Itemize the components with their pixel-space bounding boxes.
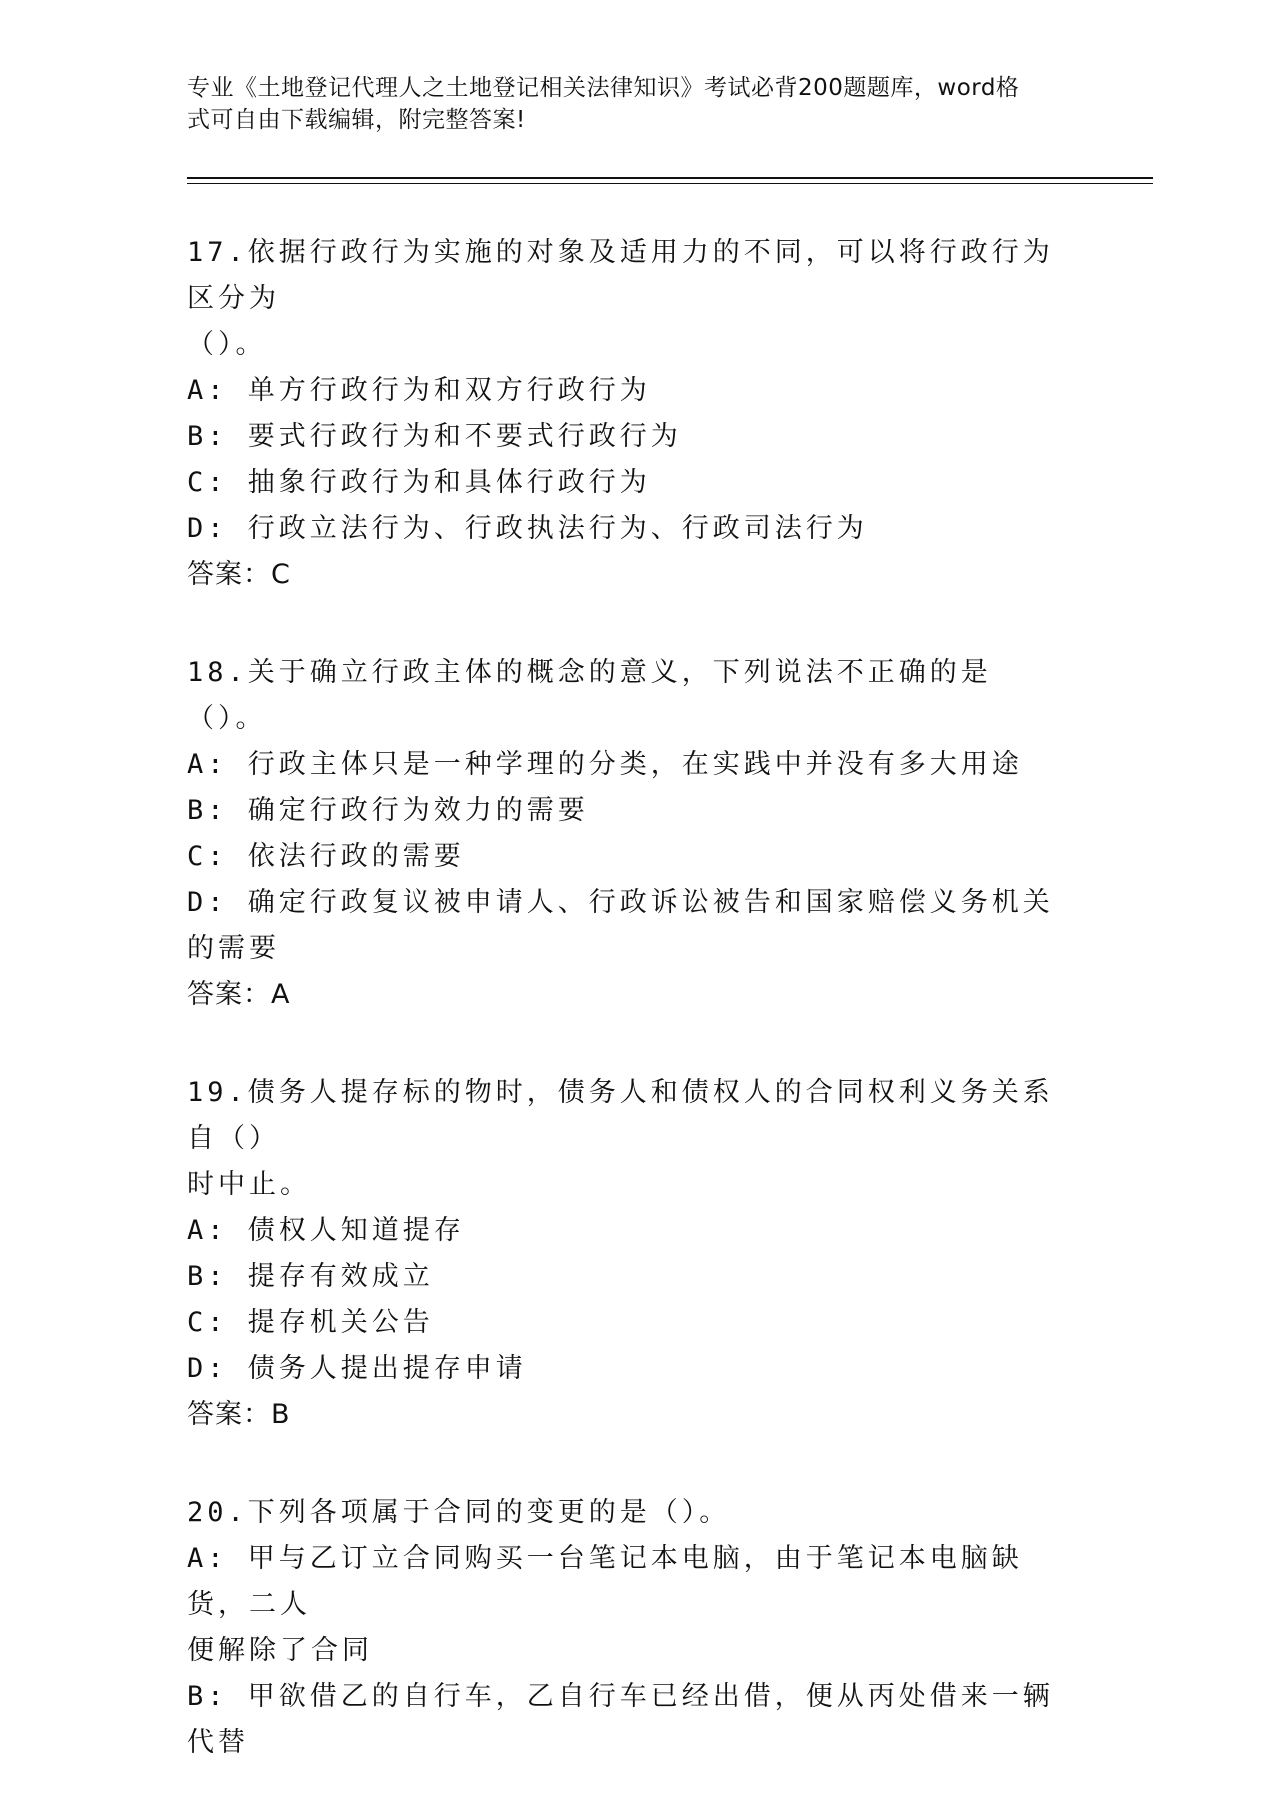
document-header: [187, 72, 1067, 136]
option-d: D: 债务人提出提存申请: [187, 1353, 527, 1384]
option-c: C: 抽象行政行为和具体行政行为: [187, 467, 651, 498]
option-c: C: 提存机关公告: [187, 1307, 434, 1338]
question-list: [187, 230, 1067, 1818]
option-a-continued: 便解除了合同: [187, 1635, 373, 1666]
option-b: B: 要式行政行为和不要式行政行为: [187, 421, 682, 452]
header-line-1: 专业《土地登记代理人之土地登记相关法律知识》考试必背200题题库，word格: [187, 75, 1020, 101]
header-divider-thick: [187, 177, 1153, 179]
question-17: [187, 230, 1067, 598]
question-20: [187, 1490, 1067, 1766]
option-b: B: 提存有效成立: [187, 1261, 434, 1292]
question-stem-continued: （）。: [187, 329, 267, 360]
answer: 答案：A: [187, 979, 291, 1010]
option-b: B: 确定行政行为效力的需要: [187, 795, 589, 826]
option-a: A: 行政主体只是一种学理的分类，在实践中并没有多大用途: [187, 749, 1023, 780]
question-stem: 19.债务人提存标的物时，债务人和债权人的合同权利义务关系自（）: [187, 1077, 1054, 1154]
header-divider-thin: [187, 183, 1153, 184]
question-18: [187, 650, 1067, 1018]
option-a: A: 单方行政行为和双方行政行为: [187, 375, 651, 406]
option-d: D: 行政立法行为、行政执法行为、行政司法行为: [187, 513, 868, 544]
option-c: C: 依法行政的需要: [187, 841, 465, 872]
question-stem-continued: 时中止。: [187, 1169, 311, 1200]
question-stem: 20.下列各项属于合同的变更的是（）。: [187, 1497, 731, 1528]
answer: 答案：C: [187, 559, 291, 590]
header-line-2: 式可自由下载编辑，附完整答案!: [187, 107, 526, 133]
answer: 答案：B: [187, 1399, 291, 1430]
option-b: B: 甲欲借乙的自行车，乙自行车已经出借，便从丙处借来一辆代替: [187, 1681, 1054, 1758]
question-stem: 17.依据行政行为实施的对象及适用力的不同，可以将行政行为区分为: [187, 237, 1054, 314]
question-19: [187, 1070, 1067, 1438]
option-a: A: 甲与乙订立合同购买一台笔记本电脑，由于笔记本电脑缺货，二人: [187, 1543, 1023, 1620]
option-a: A: 债权人知道提存: [187, 1215, 465, 1246]
question-stem: 18.关于确立行政主体的概念的意义，下列说法不正确的是（）。: [187, 657, 992, 734]
option-d: D: 确定行政复议被申请人、行政诉讼被告和国家赔偿义务机关的需要: [187, 887, 1054, 964]
